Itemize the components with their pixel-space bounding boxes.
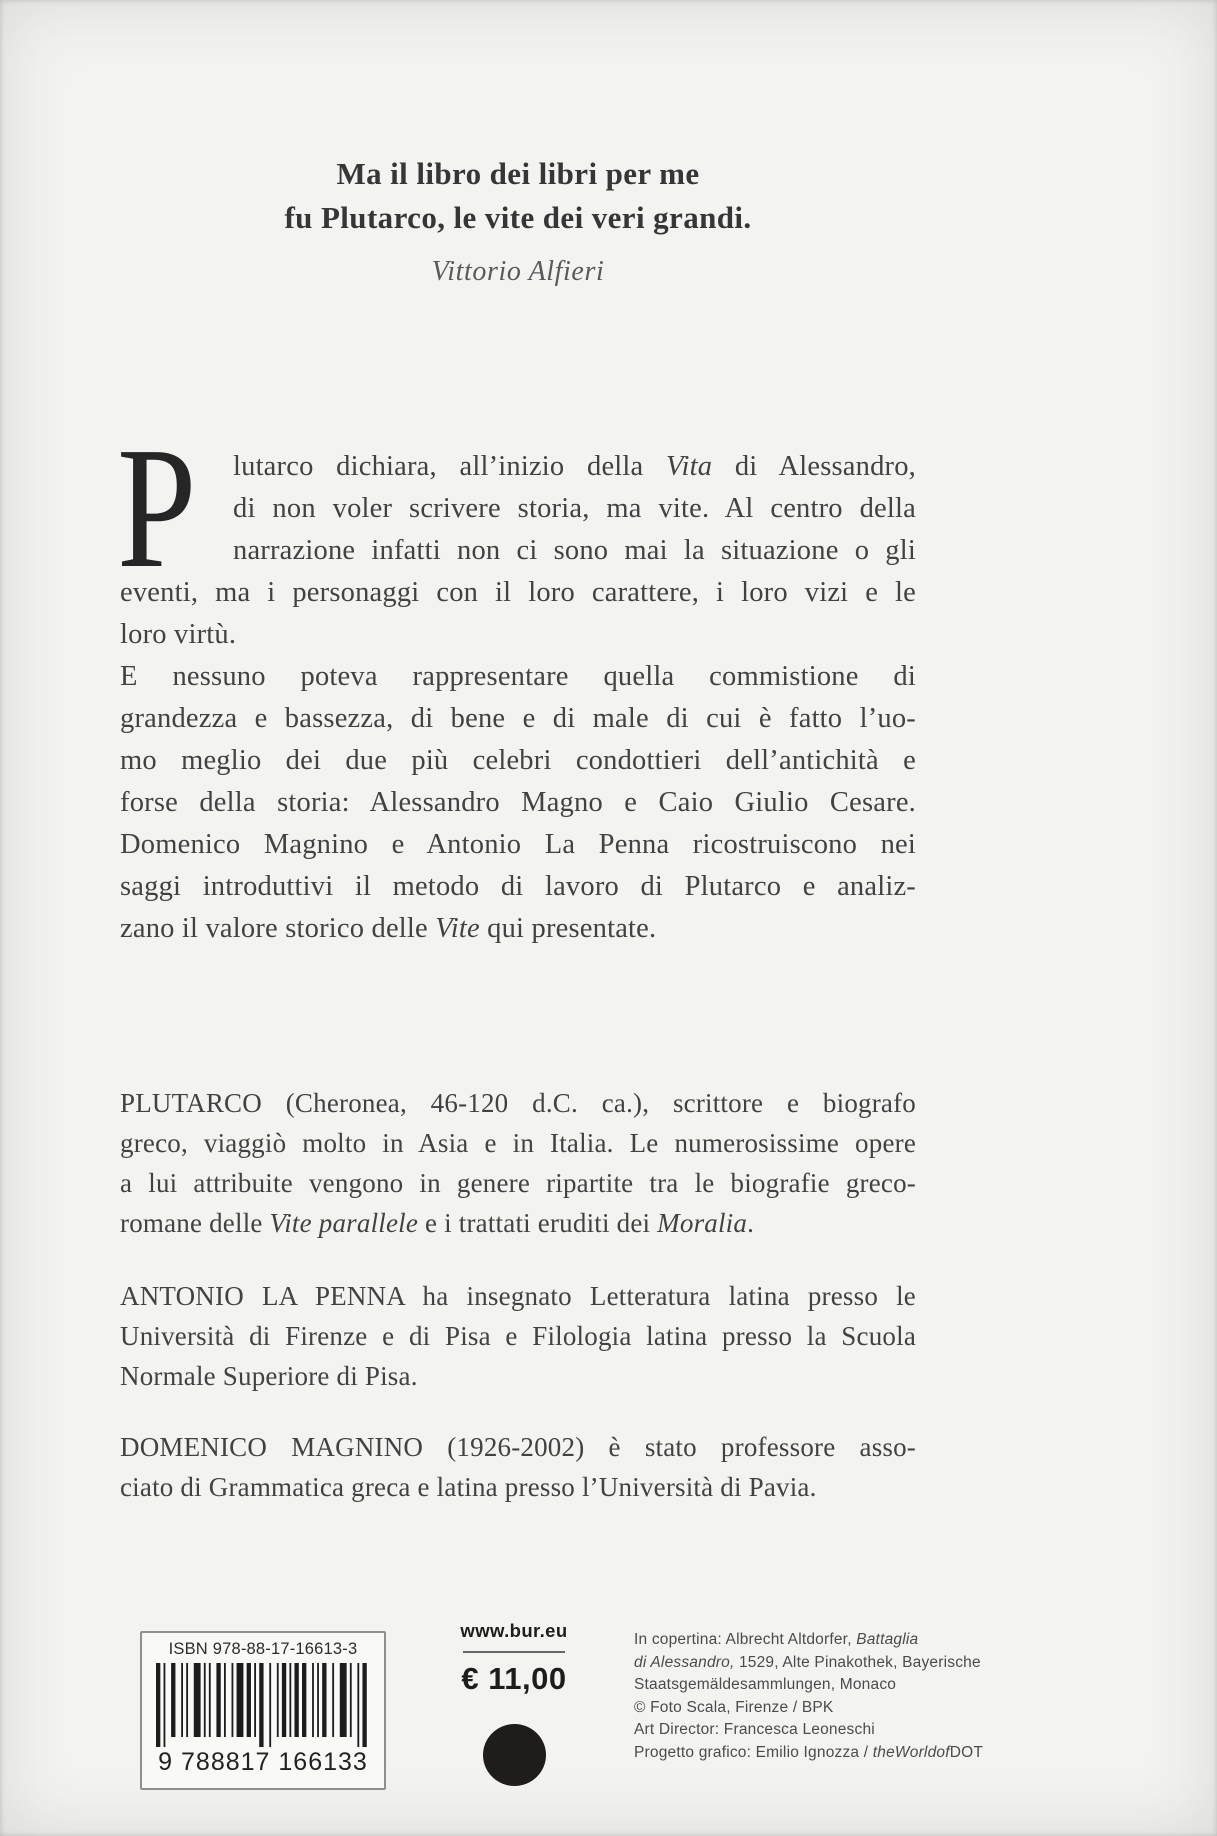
text-line: © Foto Scala, Firenze / BPK <box>634 1698 834 1716</box>
cover-credits <box>634 1629 1054 1764</box>
barcode-digits: 9 788817 166133 <box>158 1748 368 1776</box>
text-line: Progetto grafico: Emilio Ignozza / theWorldofDOT <box>634 1743 984 1761</box>
text-line: narrazione infatti non ci sono mai la situazione o gli <box>233 535 916 566</box>
text-line: Staatsgemäldesammlungen, Monaco <box>634 1676 897 1693</box>
text-line: lutarco dichiara, all’inizio della Vita di Alessandro, <box>233 451 917 482</box>
text-line: greco, viaggiò molto in Asia e in Italia. Le numerosissime opere <box>120 1128 916 1158</box>
drop-cap: P <box>117 411 197 604</box>
text-line: di non voler scrivere storia, ma vite. Al centro della <box>233 493 916 524</box>
text-line: ciato di Grammatica greca e latina presso l’Università di Pavia. <box>120 1472 817 1502</box>
text-line: di Alessandro, 1529, Alte Pinakothek, Bayerische <box>634 1653 981 1671</box>
epigraph-line-1: Ma il libro dei libri per me <box>336 156 700 191</box>
text-line: grandezza e bassezza, di bene e di male di cui è fatto l’uo- <box>120 703 916 734</box>
divider <box>463 1651 565 1653</box>
text-line: Università di Firenze e di Pisa e Filologia latina presso la Scuola <box>120 1321 916 1351</box>
synopsis-lines <box>120 446 916 950</box>
text-line: eventi, ma i personaggi con il loro carattere, i loro vizi e le <box>120 577 916 608</box>
text-line: forse della storia: Alessandro Magno e Caio Giulio Cesare. <box>120 787 916 818</box>
price: € 11,00 <box>461 1661 567 1696</box>
text-line: Domenico Magnino e Antonio La Penna ricostruiscono nei <box>120 829 916 860</box>
text-line: a lui attribuite vengono in genere ripartite tra le biografie greco- <box>120 1168 916 1198</box>
text-line: zano il valore storico delle Vite qui presentate. <box>120 913 657 944</box>
isbn-label: ISBN 978-88-17-16613-3 <box>168 1640 358 1658</box>
text-line: Art Director: Francesca Leoneschi <box>634 1721 875 1738</box>
synopsis-paragraph <box>117 411 917 950</box>
text-line: In copertina: Albrecht Altdorfer, Battaglia <box>634 1631 919 1648</box>
publisher-website: www.bur.eu <box>460 1620 568 1641</box>
barcode <box>156 1663 370 1747</box>
epigraph-attribution: Vittorio Alfieri <box>431 256 605 287</box>
text-line: romane delle Vite parallele e i trattati eruditi dei Moralia. <box>120 1208 755 1238</box>
text-line: ANTONIO LA PENNA ha insegnato Letteratura latina presso le <box>120 1281 916 1311</box>
black-dot-logo <box>483 1724 546 1786</box>
epigraph <box>120 152 916 294</box>
text-line: Normale Superiore di Pisa. <box>120 1361 418 1391</box>
author-bio-magnino <box>120 1427 916 1507</box>
text-line: mo meglio dei due più celebri condottieri dell’antichità e <box>120 745 916 776</box>
text-line: saggi introduttivi il metodo di lavoro di Plutarco e analiz- <box>120 871 916 902</box>
author-bio-la-penna <box>120 1276 916 1396</box>
text-line: DOMENICO MAGNINO (1926-2002) è stato professore asso- <box>120 1432 916 1462</box>
text-line: PLUTARCO (Cheronea, 46-120 d.C. ca.), scrittore e biografo <box>120 1088 916 1118</box>
isbn-box <box>140 1631 386 1790</box>
author-bio-plutarco <box>120 1083 916 1243</box>
text-line: loro virtù. <box>120 619 237 650</box>
epigraph-line-2: fu Plutarco, le vite dei veri grandi. <box>284 200 752 235</box>
footer-middle-column <box>448 1620 580 1786</box>
text-line: E nessuno poteva rappresentare quella commistione di <box>120 661 916 692</box>
